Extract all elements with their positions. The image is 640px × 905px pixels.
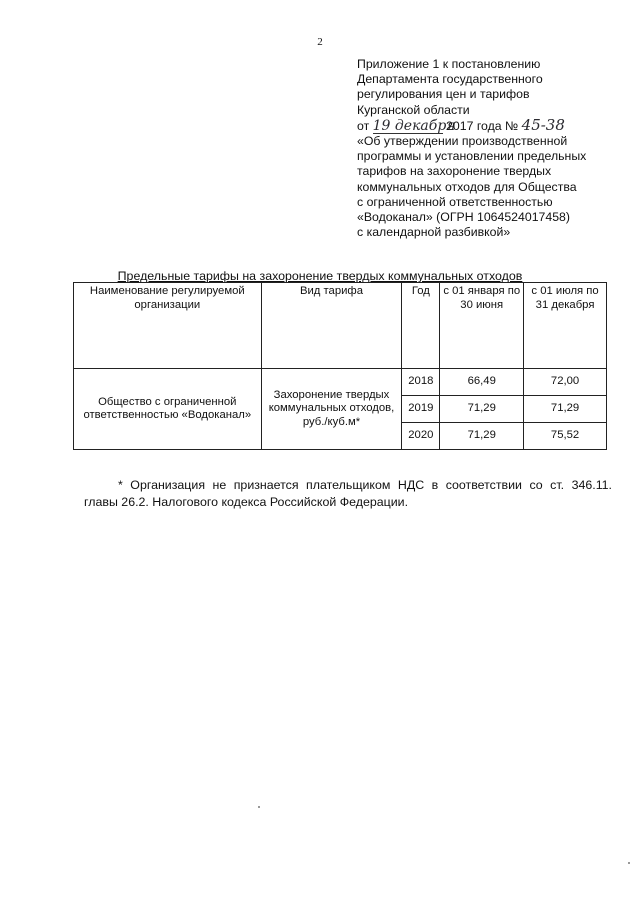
appendix-line: регулирования цен и тарифов: [357, 87, 530, 102]
year-cell: 2018: [402, 369, 440, 396]
appendix-line: Курганской области: [357, 102, 470, 117]
handwritten-month: декабря: [394, 117, 456, 134]
scan-speck: [628, 862, 630, 864]
first-half-cell: 66,49: [440, 369, 524, 396]
tariff-kind-cell: Захоронение твердых коммунальных отходов, руб./куб.м*: [261, 369, 402, 450]
appendix-title-line: коммунальных отходов для Общества: [357, 179, 577, 194]
second-half-cell: 71,29: [524, 396, 607, 423]
footnote: [84, 477, 612, 511]
first-half-cell: 71,29: [440, 423, 524, 450]
appendix-title-line: с ограниченной ответственностью: [357, 194, 553, 209]
table-header-row: [74, 283, 607, 369]
appendix-title-line: «Об утверждении производственной: [357, 134, 568, 149]
appendix-title-line: программы и установлении предельных: [357, 149, 587, 164]
organization-cell: Общество с ограниченной ответственностью «Водоканал»: [74, 369, 262, 450]
scan-speck: [258, 806, 260, 808]
handwritten-day: 19: [372, 117, 391, 134]
appendix-line: Департамента государственного: [357, 72, 543, 87]
appendix-title-line: с календарной разбивкой»: [357, 225, 511, 240]
handwritten-date: [372, 117, 456, 134]
header-kind: Вид тарифа: [261, 283, 402, 369]
first-half-cell: 71,29: [440, 396, 524, 423]
second-half-cell: 75,52: [524, 423, 607, 450]
year-cell: 2019: [402, 396, 440, 423]
footnote-line: * Организация не признается плательщиком НДС в соответствии со ст. 346.11.: [118, 478, 612, 492]
page-number: 2: [317, 36, 323, 48]
date-prefix: от: [357, 118, 370, 133]
appendix-title-line: «Водоканал» (ОГРН 1064524017458): [357, 210, 570, 225]
year-text: 2017 года №: [446, 118, 519, 133]
appendix-date-line: [357, 115, 627, 134]
appendix-title-line: тарифов на захоронение твердых: [357, 164, 552, 179]
handwritten-number: 45-38: [521, 115, 565, 134]
header-second-half: с 01 июля по 31 декабря: [524, 283, 607, 369]
appendix-header: [357, 57, 627, 240]
footnote-line: главы 26.2. Налогового кодекса Российской Федерации.: [84, 495, 409, 509]
appendix-line: Приложение 1 к постановлению: [357, 57, 541, 71]
header-year: Год: [402, 283, 440, 369]
tariffs-table: [73, 282, 607, 450]
table-row: [74, 369, 607, 396]
table-title: Предельные тарифы на захоронение твердых коммунальных отходов: [117, 269, 523, 283]
header-first-half: с 01 января по 30 июня: [440, 283, 524, 369]
year-cell: 2020: [402, 423, 440, 450]
second-half-cell: 72,00: [524, 369, 607, 396]
header-org: Наименование регулируемой организации: [74, 283, 262, 369]
